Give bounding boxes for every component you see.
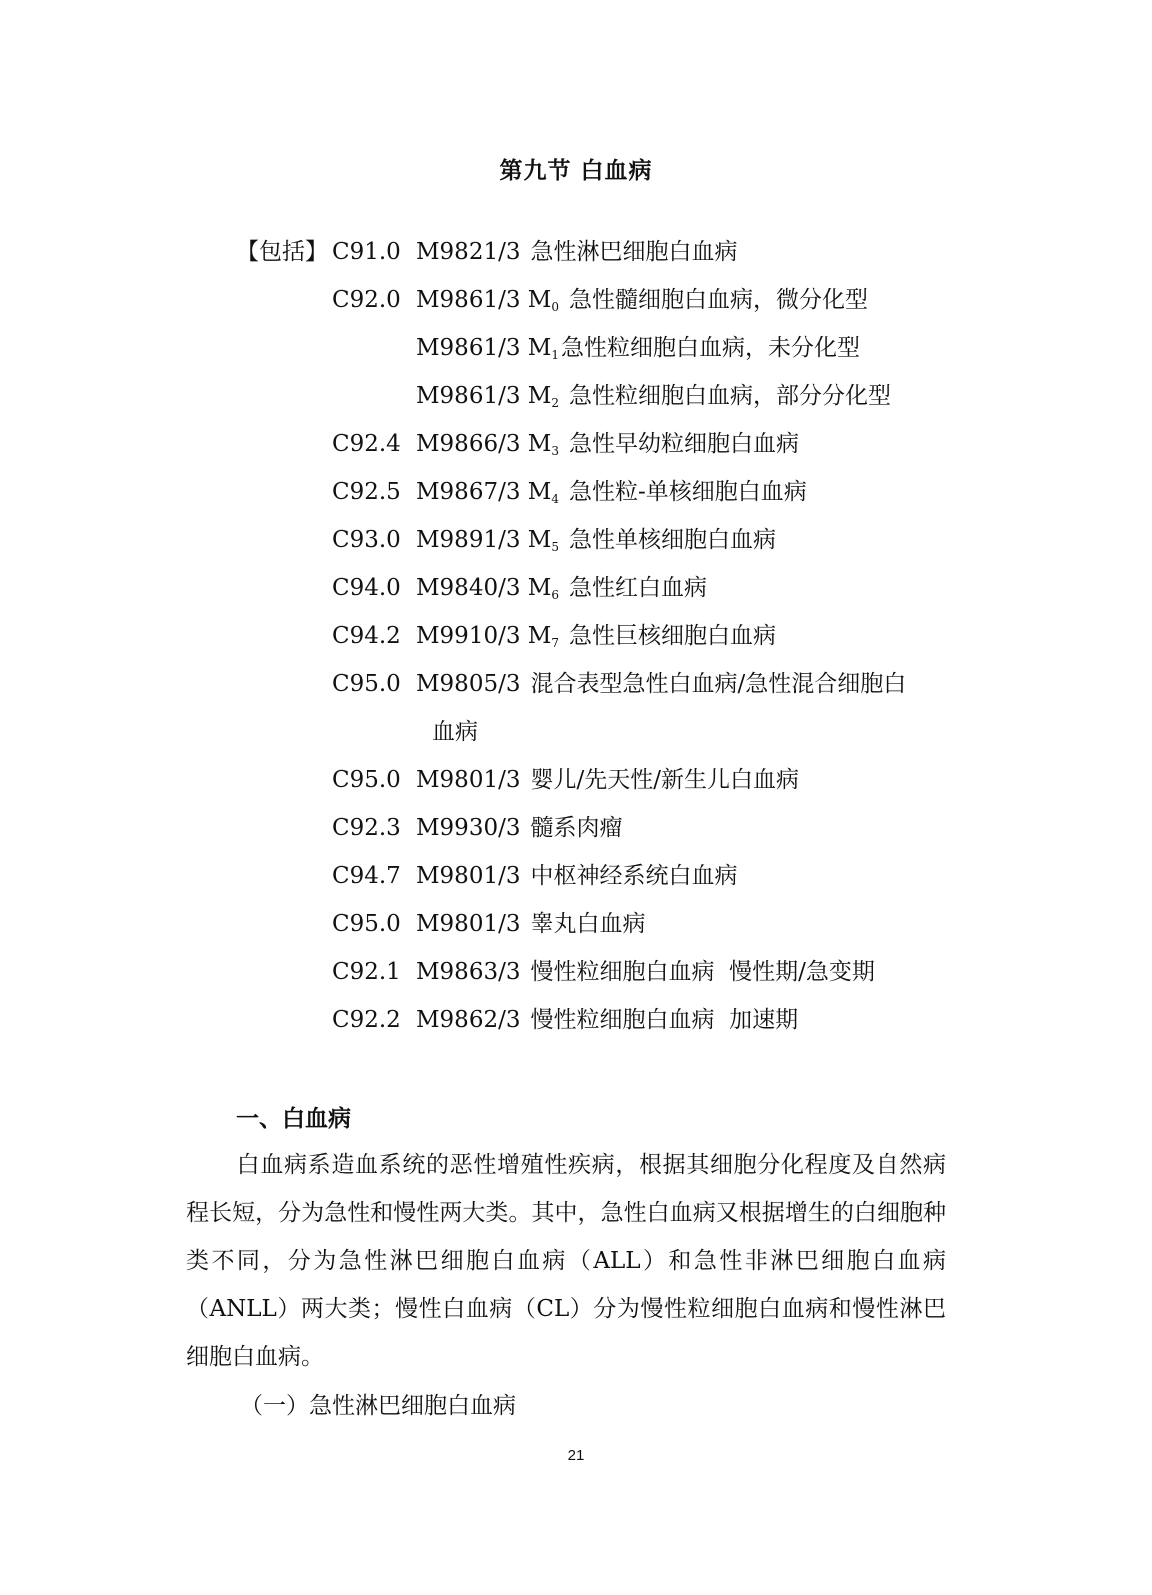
morphology-code: M9801/3 <box>416 767 521 793</box>
fab-subtype-subscript: 6 <box>551 588 559 602</box>
disease-description: 急性粒-单核细胞白血病 <box>568 479 807 505</box>
icd-code: C92.3 <box>332 815 401 841</box>
morphology-code: M9801/3 <box>416 911 521 937</box>
morphology-code: M9861/3 M <box>416 383 552 409</box>
morphology-code: M9866/3 M <box>416 431 552 457</box>
icd-code: C92.0 <box>332 287 401 313</box>
disease-description: 中枢神经系统白血病 <box>530 863 738 889</box>
morphology-line <box>432 717 478 754</box>
icd-code: C94.2 <box>332 623 401 649</box>
disease-description: 急性单核细胞白血病 <box>568 527 776 553</box>
morphology-code: M9801/3 <box>416 863 521 889</box>
morphology-line <box>416 237 737 274</box>
include-label: 【包括】 <box>236 239 328 265</box>
disease-description: 髓系肉瘤 <box>530 815 623 841</box>
morphology-line <box>416 573 707 610</box>
morphology-code: M9867/3 M <box>416 479 552 505</box>
morphology-line <box>416 285 868 322</box>
morphology-code: M9861/3 M <box>416 287 552 313</box>
morphology-line <box>416 381 891 418</box>
icd-code: C92.1 <box>332 959 401 985</box>
disease-description: 急性红白血病 <box>568 575 707 601</box>
fab-subtype-subscript: 0 <box>551 300 559 314</box>
disease-description: 慢性粒细胞白血病 加速期 <box>530 1007 799 1033</box>
morphology-code: M9862/3 <box>416 1007 521 1033</box>
page-number: 21 <box>567 1447 585 1464</box>
morphology-line <box>416 765 799 802</box>
subsection-heading: （一）急性淋巴细胞白血病 <box>240 1393 516 1419</box>
disease-description: 睾丸白血病 <box>530 911 646 937</box>
icd-code: C95.0 <box>332 767 401 793</box>
fab-subtype-subscript: 4 <box>551 492 559 506</box>
morphology-code: M9930/3 <box>416 815 521 841</box>
morphology-line <box>416 861 737 898</box>
section-title: 第九节 白血病 <box>499 157 653 184</box>
morphology-line <box>416 333 860 370</box>
disease-description: 血病 <box>432 719 478 745</box>
fab-subtype-subscript: 5 <box>551 540 559 554</box>
icd-code: C92.4 <box>332 431 401 457</box>
disease-description: 混合表型急性白血病/急性混合细胞白 <box>530 671 907 697</box>
morphology-code: M9861/3 M <box>416 335 552 361</box>
paragraph-text: 白血病系造血系统的恶性增殖性疾病，根据其细胞分化程度及自然病程长短，分为急性和慢性两大类。其中，急性白血病又根据增生的白细胞种类不同，分为急性淋巴细胞白血病（ALL）和急性非淋巴细胞白血病（ANLL）两大类；慢性白血病（CL）分为慢性粒细胞白血病和慢性淋巴细胞白血病。 <box>186 1152 946 1370</box>
body-paragraph <box>186 1141 946 1381</box>
morphology-code: M9910/3 M <box>416 623 552 649</box>
morphology-line <box>416 429 799 466</box>
disease-description: 婴儿/先天性/新生儿白血病 <box>530 767 799 793</box>
fab-subtype-subscript: 1 <box>551 348 559 362</box>
morphology-code: M9891/3 M <box>416 527 552 553</box>
disease-description: 急性淋巴细胞白血病 <box>530 239 738 265</box>
disease-description: 急性粒细胞白血病，部分分化型 <box>568 383 891 409</box>
morphology-line <box>416 525 776 562</box>
morphology-code: M9821/3 <box>416 239 521 265</box>
morphology-line <box>416 909 645 946</box>
icd-code: C93.0 <box>332 527 401 553</box>
icd-code: C92.2 <box>332 1007 401 1033</box>
icd-code: C94.0 <box>332 575 401 601</box>
disease-description: 急性粒细胞白血病，未分化型 <box>560 335 860 361</box>
morphology-code: M9863/3 <box>416 959 521 985</box>
morphology-line <box>416 621 776 658</box>
disease-description: 急性髓细胞白血病，微分化型 <box>568 287 868 313</box>
disease-description: 急性早幼粒细胞白血病 <box>568 431 799 457</box>
fab-subtype-subscript: 7 <box>551 636 559 650</box>
disease-description: 急性巨核细胞白血病 <box>568 623 776 649</box>
fab-subtype-subscript: 3 <box>551 444 559 458</box>
disease-description: 慢性粒细胞白血病 慢性期/急变期 <box>530 959 875 985</box>
morphology-line <box>416 813 622 850</box>
morphology-line <box>416 1005 798 1042</box>
section-heading: 一、白血病 <box>236 1105 351 1132</box>
morphology-code: M9840/3 M <box>416 575 552 601</box>
morphology-line <box>416 477 807 514</box>
icd-code: C95.0 <box>332 671 401 697</box>
icd-code: C91.0 <box>332 239 401 265</box>
icd-code: C95.0 <box>332 911 401 937</box>
icd-code: C94.7 <box>332 863 401 889</box>
fab-subtype-subscript: 2 <box>551 396 559 410</box>
morphology-line <box>416 669 906 706</box>
icd-code: C92.5 <box>332 479 401 505</box>
morphology-code: M9805/3 <box>416 671 521 697</box>
morphology-line <box>416 957 875 994</box>
